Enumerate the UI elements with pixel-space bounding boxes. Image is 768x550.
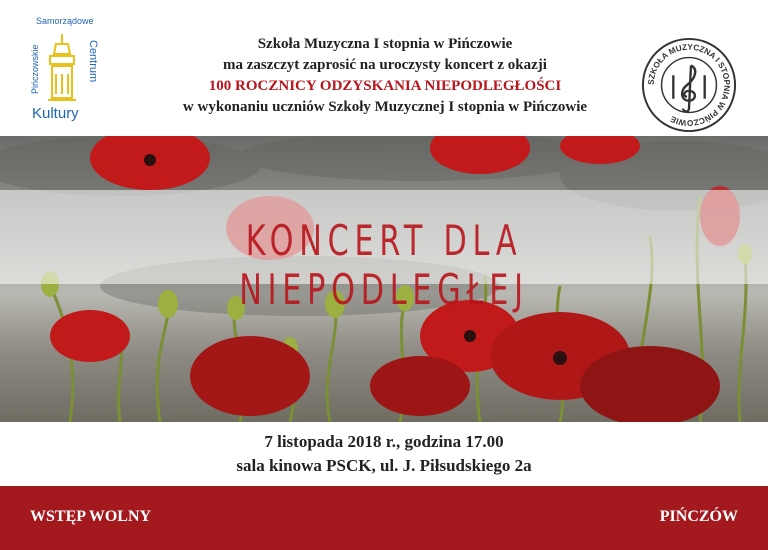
logo-text-bottom: Kultury bbox=[32, 105, 79, 122]
seal-ring-text: SZKOŁA MUZYCZNA I STOPNIA W PIŃCZOWIE bbox=[646, 42, 732, 128]
header bbox=[0, 0, 768, 136]
intro-line-performers: w wykonaniu uczniów Szkoły Muzycznej I stopnia w Pińczowie bbox=[182, 99, 588, 115]
intro-line-invite: ma zaszczyt zaprosić na uroczysty koncert z okazji bbox=[223, 57, 547, 73]
free-entry-label: WSTĘP WOLNY bbox=[30, 508, 152, 525]
logo-text-top: Samorządowe bbox=[36, 16, 94, 26]
intro-line-occasion: 100 ROCZNICY ODZYSKANIA NIEPODLEGŁOŚCI bbox=[208, 78, 562, 94]
school-seal bbox=[640, 36, 738, 134]
footer-bar bbox=[0, 486, 768, 550]
event-date: 7 listopada 2018 r., godzina 17.00 bbox=[264, 432, 504, 451]
event-venue: sala kinowa PSCK, ul. J. Piłsudskiego 2a bbox=[236, 456, 532, 475]
event-details bbox=[0, 430, 768, 478]
pck-logo bbox=[26, 14, 106, 126]
logo-text-left: Pińczowskie bbox=[30, 44, 40, 94]
logo-text-right: Centrum bbox=[87, 40, 99, 83]
invitation-text bbox=[170, 34, 600, 118]
poppy-photo bbox=[0, 136, 768, 422]
tower-icon bbox=[48, 34, 76, 100]
town-label: PIŃCZÓW bbox=[659, 508, 738, 525]
intro-line-school: Szkoła Muzyczna I stopnia w Pińczowie bbox=[257, 36, 513, 52]
concert-title: KONCERT DLA NIEPODLEGŁEJ bbox=[239, 216, 529, 314]
